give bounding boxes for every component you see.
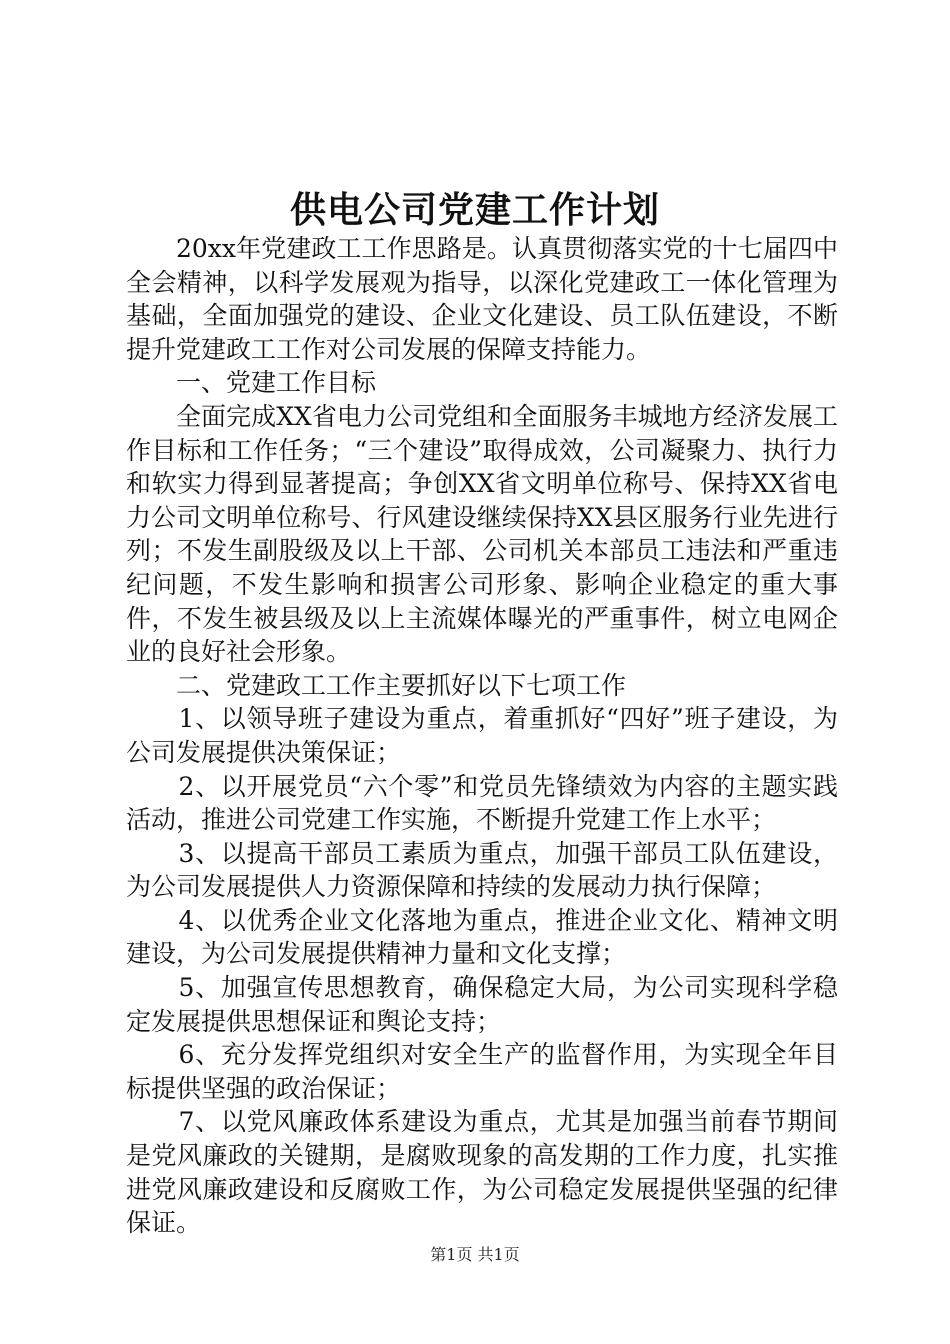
list-item-task-5: 5、加强宣传思想教育，确保稳定大局，为公司实现科学稳定发展提供思想保证和舆论支持； (126, 973, 838, 1036)
document-body (126, 232, 838, 1240)
list-item-task-3: 3、以提高干部员工素质为重点，加强干部员工队伍建设，为公司发展提供人力资源保障和持续的发展动力执行保障； (126, 838, 838, 902)
paragraph-goals: 全面完成XX省电力公司党组和全面服务丰城地方经济发展工作目标和工作任务；“三个建设”取得成效，公司凝聚力、执行力和软实力得到显著提高；争创XX省文明单位称号、保持XX省电力公司文明单位称号、行风建设继续保持XX县区服务行业先进行列；不发生副股级及以上干部、公司机关本部员工违法和严重违纪问题，不发生影响和损害公司形象、影响企业稳定的重大事件，不发生被县级及以上主流媒体曝光的严重事件，树立电网企业的良好社会形象。 (126, 401, 838, 667)
list-item-task-6: 6、充分发挥党组织对安全生产的监督作用，为实现全年目标提供坚强的政治保证； (126, 1040, 838, 1103)
list-item-task-2: 2、以开展党员“六个零”和党员先锋绩效为内容的主题实践活动，推进公司党建工作实施，不断提升党建工作上水平； (126, 771, 838, 835)
section-heading-seven-tasks: 二、党建政工工作主要抓好以下七项工作 (176, 670, 627, 700)
section-heading-goals: 一、党建工作目标 (176, 368, 377, 398)
paragraph-work-approach: 20xx年党建政工工作思路是。认真贯彻落实党的十七届四中全会精神，以科学发展观为指导，以深化党建政工一体化管理为基础，全面加强党的建设、企业文化建设、员工队伍建设，不断提升党建政工工作对公司发展的保障支持能力。 (126, 234, 838, 364)
list-item-task-1: 1、以领导班子建设为重点，着重抓好“四好”班子建设，为公司发展提供决策保证； (126, 704, 838, 767)
document-title: 供电公司党建工作计划 (289, 189, 660, 231)
list-item-task-4: 4、以优秀企业文化落地为重点，推进企业文化、精神文明建设，为公司发展提供精神力量和文化支撑； (126, 905, 838, 969)
list-item-task-7: 7、以党风廉政体系建设为重点，尤其是加强当前春节期间是党风廉政的关键期，是腐败现象的高发期的工作力度，扎实推进党风廉政建设和反腐败工作，为公司稳定发展提供坚强的纪律保证。 (126, 1107, 838, 1238)
page-number-footer: 第1页 共1页 (430, 1245, 520, 1264)
